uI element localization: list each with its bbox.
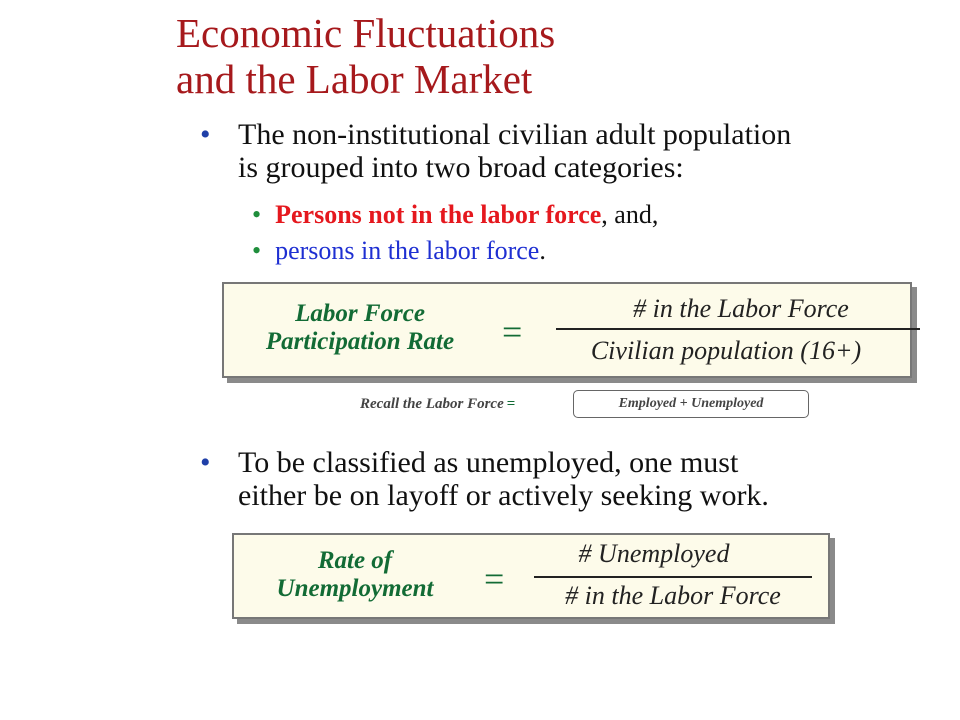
slide-title bbox=[176, 10, 555, 102]
sub-bullet-in-labor-force bbox=[252, 236, 546, 266]
formula-1-denominator: Civilian population (16+) bbox=[590, 336, 862, 365]
sub-bullet-not-in-labor-force bbox=[252, 200, 658, 230]
formula-1-numerator: # in the Labor Force bbox=[633, 294, 849, 323]
formula-2-equals: = bbox=[484, 559, 505, 599]
formula-1-fraction-line bbox=[556, 328, 920, 330]
formula-2-label bbox=[240, 547, 470, 603]
formula-labor-force-participation bbox=[222, 282, 912, 378]
bullet-unemployed-line-1: To be classified as unemployed, one must bbox=[238, 446, 739, 479]
formula-rate-of-unemployment bbox=[232, 533, 830, 619]
bullet-population-text bbox=[238, 118, 938, 184]
sub-bullet-1-bold: Persons not in the labor force bbox=[275, 200, 602, 229]
bullet-unemployed-line-2: either be on layoff or actively seeking work. bbox=[238, 479, 769, 512]
recall-equals: = bbox=[506, 396, 516, 412]
bullet-dot-icon: • bbox=[252, 200, 262, 229]
bullet-dot-icon: • bbox=[252, 236, 262, 265]
bullet-dot-icon: • bbox=[200, 446, 211, 479]
recall-label-text: Recall the Labor Force bbox=[360, 396, 504, 412]
formula-1-label bbox=[230, 300, 490, 356]
title-line-2: and the Labor Market bbox=[176, 56, 533, 102]
bullet-population-line-2: is grouped into two broad categories: bbox=[238, 151, 684, 184]
formula-2-label-line-2: Unemployment bbox=[276, 575, 434, 602]
formula-1-equals: = bbox=[502, 312, 523, 352]
formula-1-label-line-1: Labor Force bbox=[295, 300, 425, 327]
bullet-population-line-1: The non-institutional civilian adult population bbox=[238, 118, 792, 151]
recall-label bbox=[360, 396, 515, 413]
bullet-dot-icon: • bbox=[200, 118, 211, 151]
bullet-unemployed-text bbox=[238, 446, 938, 512]
formula-2-fraction-line bbox=[534, 576, 812, 578]
sub-bullet-2-text: persons in the labor force bbox=[275, 236, 540, 265]
title-line-1: Economic Fluctuations bbox=[176, 10, 556, 56]
formula-2-numerator: # Unemployed bbox=[578, 539, 730, 568]
sub-bullet-1-rest: , and, bbox=[601, 200, 659, 229]
sub-bullet-2-period: . bbox=[539, 236, 546, 265]
formula-2-label-line-1: Rate of bbox=[317, 547, 393, 574]
formula-1-label-line-2: Participation Rate bbox=[265, 328, 455, 355]
recall-value-box: Employed + Unemployed bbox=[573, 390, 809, 418]
formula-2-denominator: # in the Labor Force bbox=[565, 581, 781, 610]
